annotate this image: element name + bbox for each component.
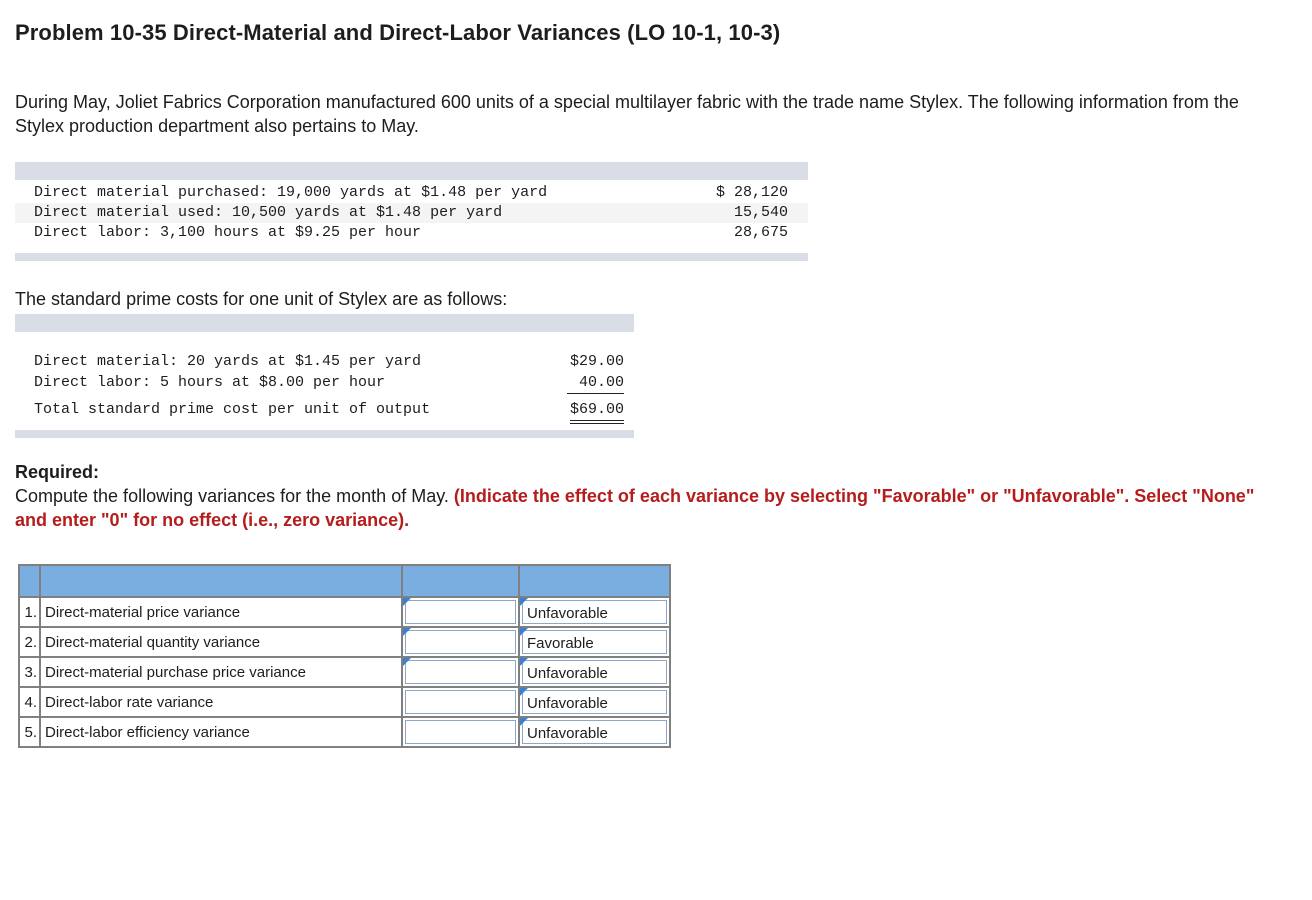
table-band-top xyxy=(15,314,634,332)
row-amount: 40.00 xyxy=(567,373,624,394)
row-label: Direct-material purchase price variance xyxy=(40,657,402,687)
cell-marker-icon xyxy=(403,628,411,636)
row-number: 2. xyxy=(19,627,40,657)
table-row xyxy=(19,627,670,657)
effect-dropdown[interactable] xyxy=(522,630,667,654)
cell-marker-icon xyxy=(520,628,528,636)
table-row xyxy=(15,203,808,223)
row-number: 4. xyxy=(19,687,40,717)
effect-dropdown[interactable] xyxy=(522,690,667,714)
row-label: Direct material purchased: 19,000 yards at $1.48 per yard xyxy=(34,184,548,201)
table-row xyxy=(15,400,634,420)
row-label: Direct material: 20 yards at $1.45 per yard xyxy=(34,353,422,370)
effect-value: Unfavorable xyxy=(527,605,608,622)
row-amount-total: $69.00 xyxy=(570,400,624,424)
effect-value: Unfavorable xyxy=(527,725,608,742)
effect-dropdown[interactable] xyxy=(522,720,667,744)
required-section xyxy=(15,460,1255,532)
row-label: Total standard prime cost per unit of output xyxy=(34,401,431,418)
amount-input[interactable] xyxy=(405,660,516,684)
row-number: 5. xyxy=(19,717,40,747)
table-row xyxy=(15,223,808,243)
page-title: Problem 10-35 Direct-Material and Direct-Labor Variances (LO 10-1, 10-3) xyxy=(15,20,781,45)
amount-input[interactable] xyxy=(405,690,516,714)
table-band-bottom xyxy=(15,430,634,438)
table-row xyxy=(19,657,670,687)
table-band-bottom xyxy=(15,253,808,261)
effect-value: Favorable xyxy=(527,635,594,652)
table-row xyxy=(15,352,634,372)
table-row xyxy=(19,687,670,717)
table-row xyxy=(15,373,634,393)
intro-paragraph: During May, Joliet Fabrics Corporation manufactured 600 units of a special multilayer fabric with the trade name Stylex. The following information from the Stylex production department also pertains to May. xyxy=(15,92,1239,136)
effect-dropdown[interactable] xyxy=(522,660,667,684)
cell-marker-icon xyxy=(403,658,411,666)
row-number: 1. xyxy=(19,597,40,627)
required-heading: Required: xyxy=(15,462,100,482)
row-label: Direct-material price variance xyxy=(40,597,402,627)
cell-marker-icon xyxy=(520,718,528,726)
row-amount: 28,675 xyxy=(733,224,788,241)
required-text: Compute the following variances for the month of May. xyxy=(15,486,449,506)
row-number: 3. xyxy=(19,657,40,687)
amount-input[interactable] xyxy=(405,600,516,624)
row-amount: 15,540 xyxy=(733,204,788,221)
standard-cost-table xyxy=(15,314,634,438)
effect-dropdown[interactable] xyxy=(522,600,667,624)
row-label: Direct-labor efficiency variance xyxy=(40,717,402,747)
row-label: Direct-labor rate variance xyxy=(40,687,402,717)
actual-info-table xyxy=(15,162,808,261)
amount-input[interactable] xyxy=(405,630,516,654)
row-label: Direct material used: 10,500 yards at $1.48 per yard xyxy=(34,204,503,221)
table-band-top xyxy=(15,162,808,180)
row-amount: $ 28,120 xyxy=(715,184,788,201)
table-row xyxy=(19,717,670,747)
effect-value: Unfavorable xyxy=(527,695,608,712)
effect-value: Unfavorable xyxy=(527,665,608,682)
row-label: Direct-material quantity variance xyxy=(40,627,402,657)
row-label: Direct labor: 3,100 hours at $9.25 per hour xyxy=(34,224,422,241)
row-label: Direct labor: 5 hours at $8.00 per hour xyxy=(34,374,386,391)
cell-marker-icon xyxy=(520,658,528,666)
table-row xyxy=(15,183,808,203)
cell-marker-icon xyxy=(520,598,528,606)
table-row xyxy=(19,597,670,627)
amount-input[interactable] xyxy=(405,720,516,744)
cell-marker-icon xyxy=(520,688,528,696)
answer-table xyxy=(18,564,671,748)
cell-marker-icon xyxy=(403,598,411,606)
row-amount: $29.00 xyxy=(569,353,624,370)
answer-header-row xyxy=(19,565,670,597)
standard-intro: The standard prime costs for one unit of Stylex are as follows: xyxy=(15,289,508,309)
required-instruction: (Indicate the effect of each variance by selecting "Favorable" or "Unfavorable". Select "None" and enter "0" for no effect (i.e., zero variance). xyxy=(15,486,1255,530)
